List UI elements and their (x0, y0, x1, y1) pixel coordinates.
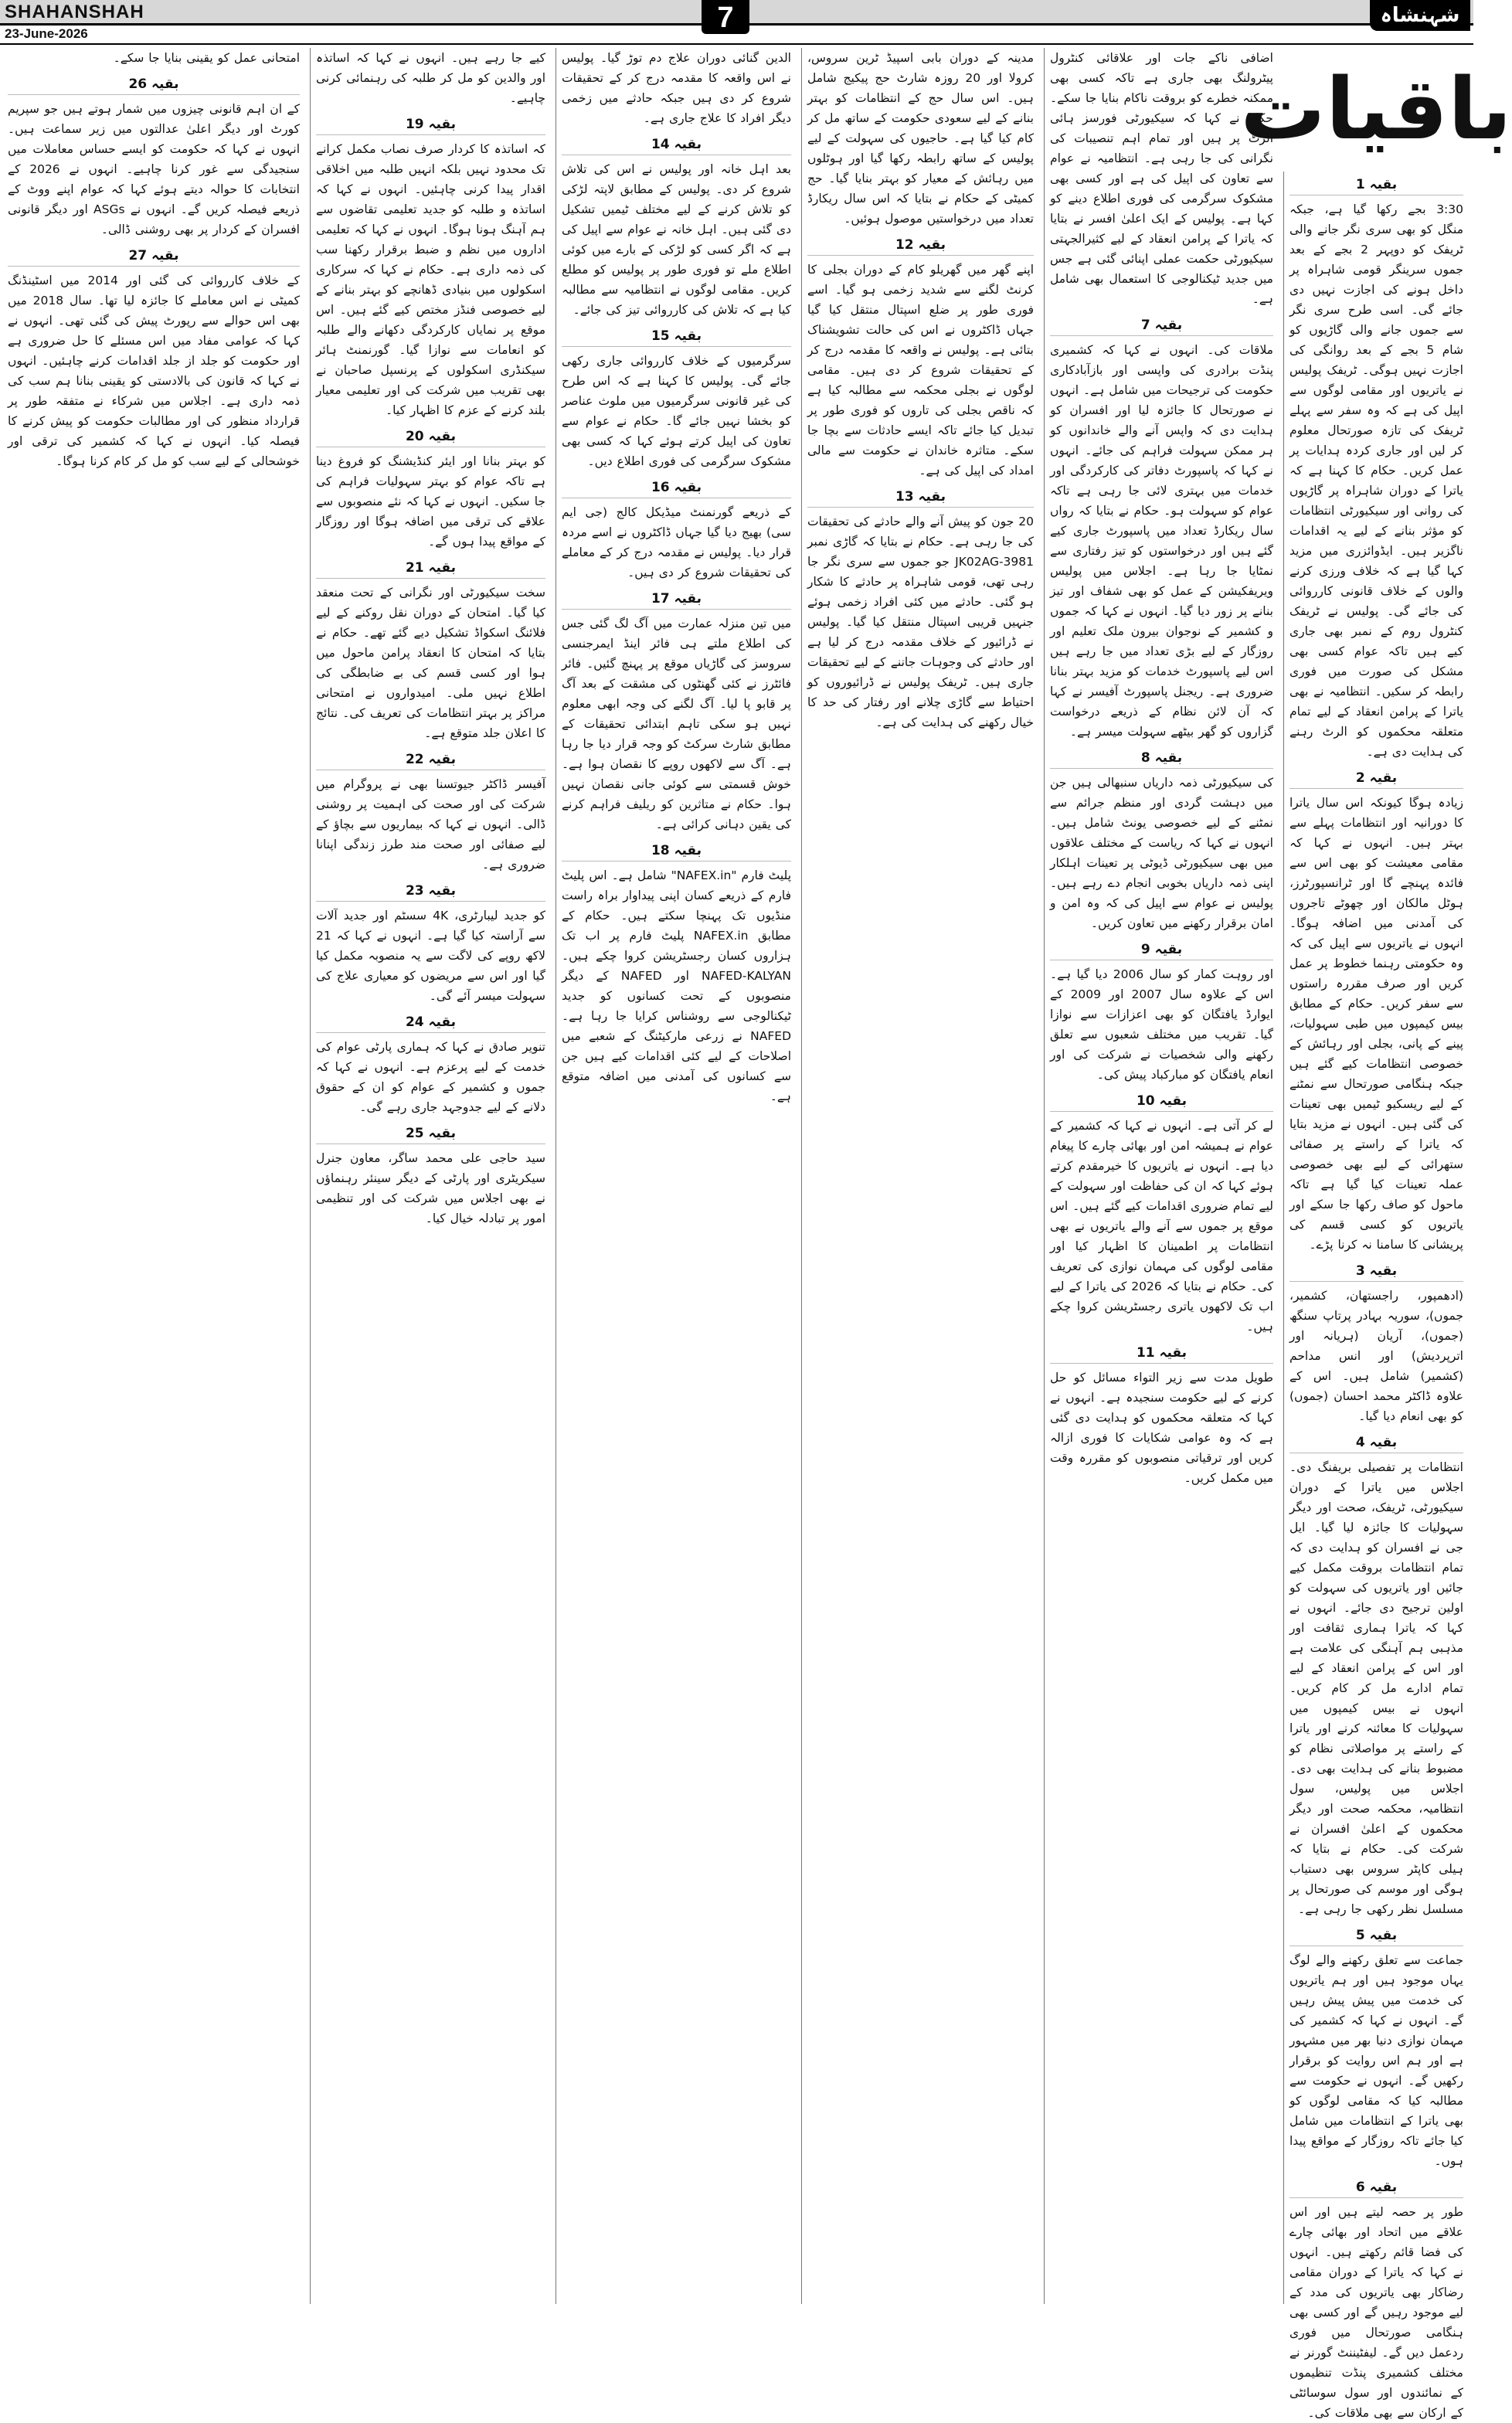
article-heading: بقیہ 25 (316, 1125, 545, 1144)
article-body: اضافی ناکے جات اور علاقائی کنٹرول پیٹرولنگ بھی جاری ہے تاکہ کسی بھی ممکنہ خطرے کو بروقت ناکام بنایا جا سکے۔ حکام نے کہا کہ سیکیورٹی فورسز ہائی الرٹ پر ہیں اور تمام اہم تنصیبات کی نگرانی کی جا رہی ہے۔ انتظامیہ نے عوام سے تعاون کی اپیل کی ہے اور کسی بھی مشکوک سرگرمی کی فوری اطلاع دینے کو کہا ہے۔ پولیس کے ایک اعلیٰ افسر نے بتایا کہ یاترا کے پرامن انعقاد کے لیے کثیرالجہتی سیکیورٹی حکمت عملی اپنائی گئی ہے جس میں جدید ٹیکنالوجی کا استعمال بھی شامل ہے۔ (1050, 51, 1273, 306)
column-6 (2, 48, 305, 2304)
article (1050, 749, 1273, 933)
column-1 (1283, 172, 1469, 2420)
article-body: الدین گنائی دوران علاج دم توڑ گیا۔ پولیس نے اس واقعہ کا مقدمہ درج کر کے تحقیقات شروع کر دی ہیں جبکہ حادثے میں زخمی دیگر افراد کا علاج جاری ہے۔ (562, 51, 791, 125)
article-heading: بقیہ 7 (1050, 317, 1273, 336)
article-body: زیادہ ہوگا کیونکہ اس سال یاترا کا دورانیہ اور انتظامات پہلے سے بہتر ہیں۔ انہوں نے کہا کہ مقامی معیشت کو بھی اس سے فائدہ پہنچے گا اور ٹرانسپورٹرز، ہوٹل مالکان اور چھوٹے تاجروں کی آمدنی میں اضافہ ہوگا۔ انہوں نے یاتریوں سے اپیل کی کہ وہ حکومتی رہنما خطوط پر عمل کریں اور صرف مقررہ راستوں سے سفر کریں۔ حکام کے مطابق بیس کیمپوں میں طبی سہولیات، پینے کے پانی، بجلی اور رہائش کے خصوصی انتظامات کیے گئے ہیں جبکہ ہنگامی صورتحال سے نمٹنے کے لیے ریسکیو ٹیمیں بھی تعینات کی گئی ہیں۔ انہوں نے مزید بتایا کہ یاترا کے راستے پر صفائی ستھرائی کے لیے بھی خصوصی عملہ تعینات کیا گیا ہے تاکہ ماحول کو صاف رکھا جا سکے اور یاتریوں کو کسی قسم کی پریشانی کا سامنا نہ کرنا پڑے۔ (1289, 796, 1463, 1252)
article-heading: بقیہ 14 (562, 136, 791, 155)
article (1289, 1927, 1463, 2171)
article (316, 1125, 545, 1228)
article-body: کی سیکیورٹی ذمہ داریاں سنبھالی ہیں جن میں دہشت گردی اور منظم جرائم سے نمٹنے کے لیے خصوصی یونٹ شامل ہیں۔ انہوں نے کہا کہ ریاست کے مختلف علاقوں میں بھی سیکیورٹی ڈیوٹی پر تعینات اہلکار اپنی ذمہ داریاں بخوبی انجام دے رہے ہیں۔ پولیس نے عوام سے اپیل کی کہ وہ امن و امان برقرار رکھنے میں تعاون کریں۔ (1050, 776, 1273, 930)
article-heading: بقیہ 2 (1289, 770, 1463, 789)
article (562, 590, 791, 834)
article-body: اپنے گھر میں گھریلو کام کے دوران بجلی کا کرنٹ لگنے سے شدید زخمی ہو گیا۔ اسے فوری طور پر ضلع اسپتال منتقل کیا گیا جہاں ڈاکٹروں نے اس کی حالت تشویشناک بتائی ہے۔ پولیس نے واقعہ کا مقدمہ درج کر کے تحقیقات شروع کر دی ہیں۔ مقامی لوگوں نے بجلی محکمہ سے مطالبہ کیا ہے کہ ناقص بجلی کی تاروں کو فوری طور پر تبدیل کیا جائے تاکہ ایسے حادثات سے بچا جا سکے۔ متاثرہ خاندان نے حکومت سے مالی امداد کی اپیل کی ہے۔ (807, 263, 1034, 477)
article (8, 247, 300, 471)
article (316, 1014, 545, 1117)
article (8, 48, 300, 68)
article-heading: بقیہ 6 (1289, 2179, 1463, 2198)
article-body: تنویر صادق نے کہا کہ ہماری پارٹی عوام کی خدمت کے لیے پرعزم ہے۔ انہوں نے کہا کہ جموں و کشمیر کے عوام کو ان کے حقوق دلانے کے لیے جدوجہد جاری رہے گی۔ (316, 1040, 545, 1114)
masthead-logo: شہنشاہ (1370, 0, 1470, 31)
article-body: امتحانی عمل کو یقینی بنایا جا سکے۔ (113, 51, 300, 65)
article-body: جماعت سے تعلق رکھنے والے لوگ یہاں موجود ہیں اور ہم یاتریوں کی خدمت میں پیش پیش رہیں گے۔ انہوں نے کہا کہ کشمیر کی مہمان نوازی دنیا بھر میں مشہور ہے اور ہم اس روایت کو برقرار رکھیں گے۔ انہوں نے حکومت سے مطالبہ کیا کہ مقامی لوگوں کو بھی یاترا کے انتظامات میں شامل کیا جائے تاکہ روزگار کے مواقع پیدا ہوں۔ (1289, 1953, 1463, 2168)
article-heading: بقیہ 21 (316, 559, 545, 579)
article (1050, 1093, 1273, 1337)
column-5 (310, 48, 551, 2304)
article-body: کے ان اہم قانونی چیزوں میں شمار ہوتے ہیں جو سپریم کورٹ اور دیگر اعلیٰ عدالتوں میں زیر سماعت ہیں۔ انہوں نے کہا کہ حکومت کو ایسے حساس معاملات میں سنجیدگی سے غور کرنا چاہیے۔ انہوں نے 2026 کے انتخابات کا حوالہ دیتے ہوئے کہا کہ عوام اپنے ووٹ کے ذریعے فیصلہ کریں گے۔ انہوں نے ASGs اور دیگر قانونی افسران کے کردار پر بھی روشنی ڈالی۔ (8, 102, 301, 236)
article (8, 76, 300, 240)
article (807, 48, 1034, 229)
article-heading: بقیہ 19 (316, 116, 545, 135)
article-body: کو جدید لیبارٹری، 4K سسٹم اور جدید آلات سے آراستہ کیا گیا ہے۔ انہوں نے کہا کہ 21 لاکھ روپے کی لاگت سے یہ منصوبہ مکمل کیا گیا اور اس سے مریضوں کو معیاری علاج کی سہولت میسر آئے گی۔ (316, 909, 546, 1003)
article-heading: بقیہ 13 (807, 488, 1034, 508)
article-body: طور پر حصہ لیتے ہیں اور اس علاقے میں اتحاد اور بھائی چارے کی فضا قائم رکھتے ہیں۔ انہوں نے کہا کہ یاترا کے دوران مقامی رضاکار بھی یاتریوں کی مدد کے لیے موجود رہیں گے اور کسی بھی ہنگامی صورتحال میں فوری ردعمل دیں گے۔ لیفٹیننٹ گورنر نے مختلف کشمیری پنڈت تنظیموں کے نمائندوں اور سول سوسائٹی کے ارکان سے بھی ملاقات کی۔ (1289, 2205, 1463, 2420)
article-heading: بقیہ 3 (1289, 1262, 1463, 1282)
article-body: کے خلاف کارروائی کی گئی اور 2014 میں اسٹینڈنگ کمیٹی نے اس معاملے کا جائزہ لیا تھا۔ سال 2018 میں بھی اس حوالے سے رپورٹ پیش کی گئی تھی۔ انہوں نے کہا کہ عوامی مفاد میں اس مسئلے کا حل ضروری ہے اور حکومت کو جلد از جلد اقدامات کرنے چاہئیں۔ انہوں نے کہا کہ قانون کی بالادستی کو یقینی بنانا ہم سب کی ذمہ داری ہے۔ اجلاس میں شرکاء نے متفقہ طور پر قرارداد منظور کی اور مطالبات حکومت کو پیش کرنے کا فیصلہ کیا۔ انہوں نے کہا کہ کشمیر کی ترقی اور خوشحالی کے لیے سب کو مل کر کام کرنا ہوگا۔ (8, 274, 300, 468)
article-body: کیے جا رہے ہیں۔ انہوں نے کہا کہ اساتذہ اور والدین کو مل کر طلبہ کی رہنمائی کرنی چاہیے۔ (316, 51, 545, 105)
article-body: 3:30 بجے رکھا گیا ہے، جبکہ منگل کو بھی سری نگر جانے والی ٹریفک کو دوپہر 2 بجے کے بعد جموں سرینگر قومی شاہراہ پر داخل ہونے کی اجازت نہیں دی جائے گی۔ اسی طرح سری نگر سے جموں جانے والی گاڑیوں کو شام 5 بجے کے بعد روانگی کی اجازت نہیں ہوگی۔ ٹریفک پولیس نے یاتریوں اور مقامی لوگوں سے اپیل کی ہے کہ وہ سفر سے پہلے ٹریفک کی تازہ صورتحال معلوم کر لیں اور جاری کردہ ہدایات پر عمل کریں۔ حکام کا کہنا ہے کہ یاترا کے دوران شاہراہ پر گاڑیوں کی روانی اور سیکیورٹی انتظامات کو مؤثر بنانے کے لیے یہ اقدامات ناگزیر ہیں۔ ایڈوائزری میں مزید کہا گیا ہے کہ خلاف ورزی کرنے والوں کے خلاف قانونی کارروائی کی جائے گی۔ پولیس نے ٹریفک کنٹرول روم کے نمبر بھی جاری کیے ہیں تاکہ عوام کسی بھی مشکل کی صورت میں فوری رابطہ کر سکیں۔ انتظامیہ نے بھی یاترا کے پرامن انعقاد کے لیے تمام متعلقہ محکموں کو الرٹ رہنے کی ہدایت دی ہے۔ (1289, 202, 1463, 759)
article (562, 842, 791, 1106)
article (1289, 176, 1463, 762)
article (316, 428, 545, 552)
article (316, 48, 545, 108)
article-body: ملاقات کی۔ انہوں نے کہا کہ کشمیری پنڈت برادری کی واپسی اور بازآبادکاری حکومت کی ترجیحات میں شامل ہے۔ انہوں نے صورتحال کا جائزہ لیا اور افسران کو ہدایت دی کہ واپس آنے والے خاندانوں کو ہر ممکن سہولت فراہم کی جائے۔ انہوں نے کہا کہ پاسپورٹ دفاتر کی کارکردگی اور خدمات میں بہتری لائی جا رہی ہے تاکہ عوام کو سہولت ہو۔ حکام نے بتایا کہ رواں سال ریکارڈ تعداد میں پاسپورٹ جاری کیے گئے ہیں اور درخواستوں کو تیز رفتاری سے نمٹایا جا رہا ہے۔ اجلاس میں پولیس ویریفکیشن کے عمل کو بھی شفاف اور تیز بنانے پر زور دیا گیا۔ انہوں نے کہا کہ جموں و کشمیر کے نوجوان بیرون ملک تعلیم اور روزگار کے لیے بڑی تعداد میں جا رہے ہیں اس لیے پاسپورٹ خدمات کو مزید بہتر بنانا ضروری ہے۔ ریجنل پاسپورٹ آفیسر نے کہا کہ آن لائن نظام کے ذریعے درخواست گزاروں کو گھر بیٹھے سہولت میسر ہے۔ (1050, 343, 1273, 739)
article (1289, 1262, 1463, 1426)
article-heading: بقیہ 5 (1289, 1927, 1463, 1946)
article-heading: بقیہ 26 (8, 76, 300, 95)
article-heading: بقیہ 15 (562, 328, 791, 347)
article-heading: بقیہ 16 (562, 479, 791, 498)
article-body: انتظامات پر تفصیلی بریفنگ دی۔ اجلاس میں یاترا کے دوران سیکیورٹی، ٹریفک، صحت اور دیگر سہولیات کا جائزہ لیا گیا۔ ایل جی نے افسران کو ہدایت دی کہ تمام انتظامات بروقت مکمل کیے جائیں اور یاتریوں کی سہولت کو اولین ترجیح دی جائے۔ انہوں نے کہا کہ یاترا ہماری ثقافت اور مذہبی ہم آہنگی کی علامت ہے اور اس کے پرامن انعقاد کے لیے تمام ادارے مل کر کام کریں۔ انہوں نے بیس کیمپوں میں سہولیات کا معائنہ کرنے اور یاترا کے راستے پر مواصلاتی نظام کو مضبوط بنانے کی ہدایت بھی دی۔ اجلاس میں پولیس، سول انتظامیہ، محکمہ صحت اور دیگر محکموں کے اعلیٰ افسران نے شرکت کی۔ حکام نے بتایا کہ ہیلی کاپٹر سروس بھی دستیاب ہوگی اور موسم کی صورتحال پر مسلسل نظر رکھی جا رہی ہے۔ (1289, 1460, 1463, 1916)
article-body: 20 جون کو پیش آنے والے حادثے کی تحقیقات کی جا رہی ہے۔ حکام نے بتایا کہ گاڑی نمبر JK02AG-3981 جو جموں سے سری نگر جا رہی تھی، قومی شاہراہ پر حادثے کا شکار ہو گئی۔ حادثے میں کئی افراد زخمی ہوئے جنہیں قریبی اسپتال منتقل کیا گیا۔ پولیس نے ڈرائیور کے خلاف مقدمہ درج کر لیا ہے اور حادثے کی وجوہات جاننے کے لیے تحقیقات جاری ہیں۔ ٹریفک پولیس نے ڈرائیوروں کو احتیاط سے گاڑی چلانے اور رفتار کی حد کا خیال رکھنے کی ہدایت کی ہے۔ (807, 515, 1034, 729)
article-heading: بقیہ 23 (316, 882, 545, 902)
article-heading: بقیہ 12 (807, 236, 1034, 256)
column-4 (556, 48, 797, 2304)
section-title: باقیات (1240, 59, 1512, 158)
article-heading: بقیہ 20 (316, 428, 545, 447)
article-body: سید حاجی علی محمد ساگر، معاون جنرل سیکریٹری اور پارٹی کے دیگر سینئر رہنماؤں نے بھی اجلاس میں شرکت کی اور تنظیمی امور پر تبادلہ خیال کیا۔ (316, 1151, 545, 1225)
article-heading: بقیہ 18 (562, 842, 791, 861)
article (562, 328, 791, 471)
article (316, 751, 545, 875)
article (1050, 941, 1273, 1085)
article (316, 116, 545, 420)
paper-name: SHAHANSHAH (5, 2, 144, 22)
article (316, 882, 545, 1006)
article-body: مدینہ کے دوران بابی اسپیڈ ٹرین سروس، کرولا اور 20 روزہ شارٹ حج پیکیج شامل ہیں۔ اس سال حج کے انتظامات کو بہتر بنانے کے لیے سعودی حکومت کے ساتھ مل کر کام کیا گیا ہے۔ حاجیوں کی سہولت کے لیے پولیس کے ساتھ رابطہ رکھا گیا اور ہوٹلوں میں رہائش کے معیار کو بہتر بنایا گیا۔ حج کمیٹی کے حکام نے بتایا کہ اس سال ریکارڈ تعداد میں درخواستیں موصول ہوئیں۔ (807, 51, 1035, 226)
article-heading: بقیہ 24 (316, 1014, 545, 1033)
article-body: سخت سیکیورٹی اور نگرانی کے تحت منعقد کیا گیا۔ امتحان کے دوران نقل روکنے کے لیے فلائنگ اسکواڈ تشکیل دیے گئے تھے۔ حکام نے بتایا کہ امتحان کا انعقاد پرامن ماحول میں ہوا اور کسی قسم کی بے ضابطگی کی اطلاع نہیں ملی۔ امیدواروں نے امتحانی مراکز پر بہتر انتظامات کی تعریف کی۔ نتائج کا اعلان جلد متوقع ہے۔ (316, 586, 545, 740)
article (807, 236, 1034, 481)
issue-date: 23-June-2026 (5, 26, 88, 41)
article-heading: بقیہ 22 (316, 751, 545, 770)
article-heading: بقیہ 17 (562, 590, 791, 610)
article-body: کو بہتر بنانا اور ایئر کنڈیشنگ کو فروغ دینا ہے تاکہ عوام کو بہتر سہولیات فراہم کی جا سکیں۔ انہوں نے کہا کہ نئے منصوبوں سے علاقے کی ترقی میں اضافہ ہوگا اور روزگار کے مواقع پیدا ہوں گے۔ (316, 454, 545, 549)
article (1289, 770, 1463, 1255)
article (1050, 1344, 1273, 1488)
article-body: کہ اساتذہ کا کردار صرف نصاب مکمل کرانے تک محدود نہیں بلکہ انہیں طلبہ میں اخلاقی اقدار پیدا کرنی چاہئیں۔ انہوں نے کہا کہ اساتذہ و طلبہ کو جدید تعلیمی تقاضوں سے ہم آہنگ ہونا ہوگا۔ انہوں نے کہا کہ تعلیمی اداروں میں نظم و ضبط برقرار رکھنا سب کی ذمہ داری ہے۔ حکام نے کہا کہ سرکاری اسکولوں میں بنیادی ڈھانچے کو بہتر بنانے کے لیے خصوصی فنڈز مختص کیے گئے ہیں۔ اس موقع پر نمایاں کارکردگی دکھانے والے طلبہ کو انعامات سے نوازا گیا۔ گورنمنٹ ہائر سیکنڈری اسکولوں کے پرنسپل صاحبان نے بھی تقریب میں شرکت کی اور تعلیمی معیار بلند کرنے کے عزم کا اظہار کیا۔ (316, 142, 545, 417)
article-heading: بقیہ 4 (1289, 1434, 1463, 1453)
article-heading: بقیہ 1 (1289, 176, 1463, 195)
article-body: اور روہت کمار کو سال 2006 دیا گیا ہے۔ اس کے علاوہ سال 2007 اور 2009 کے ایوارڈ یافتگان کو بھی اعزازات سے نوازا گیا۔ تقریب میں مختلف شعبوں سے تعلق رکھنے والی شخصیات نے شرکت کی اور انعام یافتگان کو مبارکباد پیش کی۔ (1050, 967, 1273, 1082)
column-3 (801, 48, 1039, 2304)
article-body: میں تین منزلہ عمارت میں آگ لگ گئی جس کی اطلاع ملتے ہی فائر اینڈ ایمرجنسی سروسز کی گاڑیاں موقع پر پہنچ گئیں۔ فائر فائٹرز نے کئی گھنٹوں کی مشقت کے بعد آگ پر قابو پا لیا۔ آگ لگنے کی وجہ ابھی معلوم نہیں ہو سکی تاہم ابتدائی تحقیقات کے مطابق شارٹ سرکٹ کو وجہ قرار دیا جا رہا ہے۔ آگ سے لاکھوں روپے کا نقصان ہوا ہے۔ خوش قسمتی سے کوئی جانی نقصان نہیں ہوا۔ حکام نے متاثرین کو ریلیف فراہم کرنے کی یقین دہانی کرائی ہے۔ (562, 617, 791, 831)
article-body: کے ذریعے گورنمنٹ میڈیکل کالج (جی ایم سی) بھیج دیا گیا جہاں ڈاکٹروں نے اسے مردہ قرار دیا۔ پولیس نے مقدمہ درج کر کے معاملے کی تحقیقات شروع کر دی ہیں۔ (562, 505, 791, 579)
header-divider (0, 43, 1473, 45)
article-body: لے کر آتی ہے۔ انہوں نے کہا کہ کشمیر کے عوام نے ہمیشہ امن اور بھائی چارے کا پیغام دیا ہے۔ انہوں نے یاتریوں کا خیرمقدم کرتے ہوئے کہا کہ ان کی حفاظت اور سہولت کے لیے تمام ضروری اقدامات کیے گئے ہیں۔ اس موقع پر جموں سے آنے والے یاتریوں نے بھی انتظامات پر اطمینان کا اظہار کیا اور مقامی لوگوں کی مہمان نوازی کی تعریف کی۔ حکام نے بتایا کہ 2026 کی یاترا کے لیے اب تک لاکھوں یاتری رجسٹریشن کروا چکے ہیں۔ (1050, 1119, 1273, 1334)
article (316, 559, 545, 743)
article-body: پلیٹ فارم "NAFEX.in" شامل ہے۔ اس پلیٹ فارم کے ذریعے کسان اپنی پیداوار براہ راست منڈیوں تک پہنچا سکتے ہیں۔ حکام کے مطابق NAFEX.in پلیٹ فارم پر اب تک ہزاروں کسان رجسٹریشن کروا چکے ہیں۔ NAFED-KALYAN اور NAFED کے دیگر منصوبوں کے تحت کسانوں کو جدید ٹیکنالوجی سے روشناس کرایا جا رہا ہے۔ NAFED نے زرعی مارکیٹنگ کے شعبے میں اصلاحات کے لیے کئی اقدامات کیے ہیں جن سے کسانوں کی آمدنی میں اضافہ متوقع ہے۔ (562, 868, 792, 1103)
article-heading: بقیہ 8 (1050, 749, 1273, 769)
article-heading: بقیہ 11 (1050, 1344, 1273, 1364)
article (562, 136, 791, 320)
article (1050, 317, 1273, 742)
article (1289, 1434, 1463, 1919)
article-body: بعد اہل خانہ اور پولیس نے اس کی تلاش شروع کر دی۔ پولیس کے مطابق لاپتہ لڑکی کو تلاش کرنے کے لیے مختلف ٹیمیں تشکیل دی گئی ہیں۔ اہل خانہ نے عوام سے اپیل کی ہے کہ اگر کسی کو لڑکی کے بارے میں کوئی اطلاع ملے تو فوری طور پر پولیس کو مطلع کریں۔ مقامی لوگوں نے انتظامیہ سے مطالبہ کیا ہے کہ تلاش کی کارروائی تیز کی جائے۔ (562, 162, 791, 317)
article (1050, 48, 1273, 309)
article-heading: بقیہ 10 (1050, 1093, 1273, 1112)
article-body: سرگرمیوں کے خلاف کارروائی جاری رکھی جائے گی۔ پولیس کا کہنا ہے کہ اس طرح کی غیر قانونی سرگرمیوں میں ملوث عناصر کو بخشا نہیں جائے گا۔ حکام نے عوام سے تعاون کی اپیل کرتے ہوئے کہا کہ کسی بھی مشکوک سرگرمی کی فوری اطلاع دیں۔ (562, 354, 791, 468)
article-body: آفیسر ڈاکٹر جیوتسنا بھی نے پروگرام میں شرکت کی اور صحت کی اہمیت پر روشنی ڈالی۔ انہوں نے کہا کہ بیماریوں سے بچاؤ کے لیے صفائی اور صحت مند طرز زندگی اپنانا ضروری ہے۔ (316, 777, 545, 872)
article-heading: بقیہ 27 (8, 247, 300, 267)
article-body: طویل مدت سے زیر التواء مسائل کو حل کرنے کے لیے حکومت سنجیدہ ہے۔ انہوں نے کہا کہ متعلقہ محکموں کو ہدایت دی گئی ہے کہ وہ عوامی شکایات کا فوری ازالہ کریں اور ترقیاتی منصوبوں کو مقررہ وقت میں مکمل کریں۔ (1050, 1371, 1273, 1485)
column-2 (1044, 48, 1279, 2304)
article-body: (ادھمپور، راجستھان، کشمیر، جموں)، سوریہ بہادر پرتاپ سنگھ (جموں)، آریان (ہریانہ اور اترپردیش) اور انس مداحم (کشمیر) شامل ہیں۔ اس کے علاوہ ڈاکٹر محمد احسان (جموں) کو بھی انعام دیا گیا۔ (1289, 1289, 1463, 1423)
article-heading: بقیہ 9 (1050, 941, 1273, 960)
article (562, 48, 791, 128)
article (562, 479, 791, 583)
page-number: 7 (702, 0, 749, 34)
article (1289, 2179, 1463, 2423)
article (807, 488, 1034, 732)
